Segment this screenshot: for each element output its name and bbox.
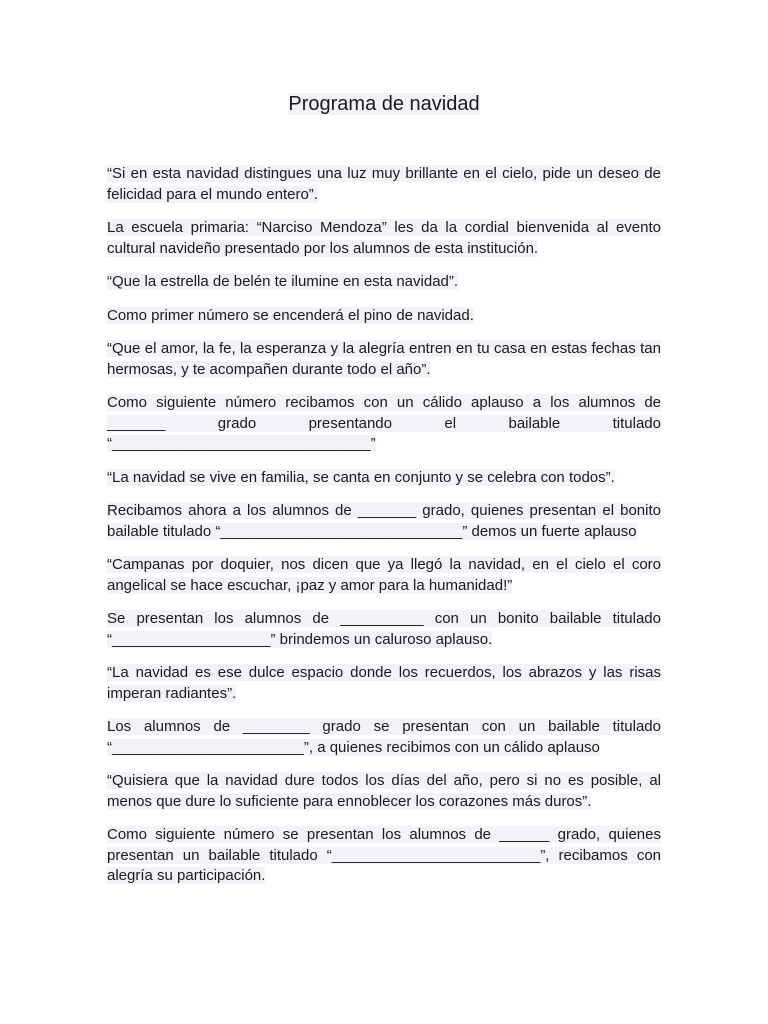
- paragraph-8-text: Recibamos ahora a los alumnos de _______ grado, quienes presentan el bonito bailable titulado “_____________________________” demos un fuerte aplauso: [107, 502, 661, 540]
- paragraph-7-text: “La navidad se vive en familia, se canta en conjunto y se celebra con todos”.: [107, 468, 615, 486]
- paragraph-2: [107, 218, 661, 259]
- paragraph-11-text: “La navidad es ese dulce espacio donde los recuerdos, los abrazos y las risas imperan radiantes”.: [107, 664, 661, 702]
- paragraph-12-text: Los alumnos de ________ grado se presentan con un bailable titulado “_______________________”, a quienes recibimos con un cálido aplauso: [107, 718, 661, 756]
- paragraph-14-text: Como siguiente número se presentan los alumnos de ______ grado, quienes presentan un bailable titulado “_________________________”, recibamos con alegría su participación.: [107, 826, 661, 884]
- paragraph-12: [107, 717, 661, 758]
- paragraph-3: [107, 272, 661, 293]
- paragraph-3-text: “Que la estrella de belén te ilumine en esta navidad”.: [107, 273, 459, 290]
- paragraph-9: [107, 555, 661, 596]
- paragraph-5: [107, 339, 661, 380]
- paragraph-5-text: “Que el amor, la fe, la esperanza y la alegría entren en tu casa en estas fechas tan hermosas, y te acompañen durante todo el año”.: [107, 340, 661, 378]
- paragraph-1-text: “Si en esta navidad distingues una luz muy brillante en el cielo, pide un deseo de felicidad para el mundo entero”.: [107, 165, 661, 203]
- paragraph-13-text: “Quisiera que la navidad dure todos los días del año, pero si no es posible, al menos que dure lo suficiente para ennoblecer los corazones más duros”.: [107, 772, 661, 810]
- document-body: [107, 164, 661, 900]
- document-title: [0, 92, 768, 116]
- paragraph-10-text: Se presentan los alumnos de __________ con un bonito bailable titulado “___________________” brindemos un caluroso aplauso.: [107, 610, 661, 648]
- paragraph-1: [107, 164, 661, 205]
- paragraph-7: [107, 468, 661, 489]
- paragraph-13: [107, 771, 661, 812]
- paragraph-8: [107, 501, 661, 542]
- paragraph-4: [107, 306, 661, 327]
- paragraph-2-text: La escuela primaria: “Narciso Mendoza” les da la cordial bienvenida al evento cultural navideño presentado por los alumnos de esta institución.: [107, 219, 661, 257]
- paragraph-11: [107, 663, 661, 704]
- document-title-text: Programa de navidad: [288, 93, 480, 115]
- paragraph-6: [107, 393, 661, 455]
- paragraph-4-text: Como primer número se encenderá el pino de navidad.: [107, 306, 474, 324]
- paragraph-6-text: Como siguiente número recibamos con un cálido aplauso a los alumnos de _______ grado presentando el bailable titulado “_______________________________”: [107, 394, 661, 452]
- paragraph-10: [107, 609, 661, 650]
- paragraph-14: [107, 825, 661, 887]
- paragraph-9-text: “Campanas por doquier, nos dicen que ya llegó la navidad, en el cielo el coro angelical se hace escuchar, ¡paz y amor para la humanidad!”: [107, 556, 661, 594]
